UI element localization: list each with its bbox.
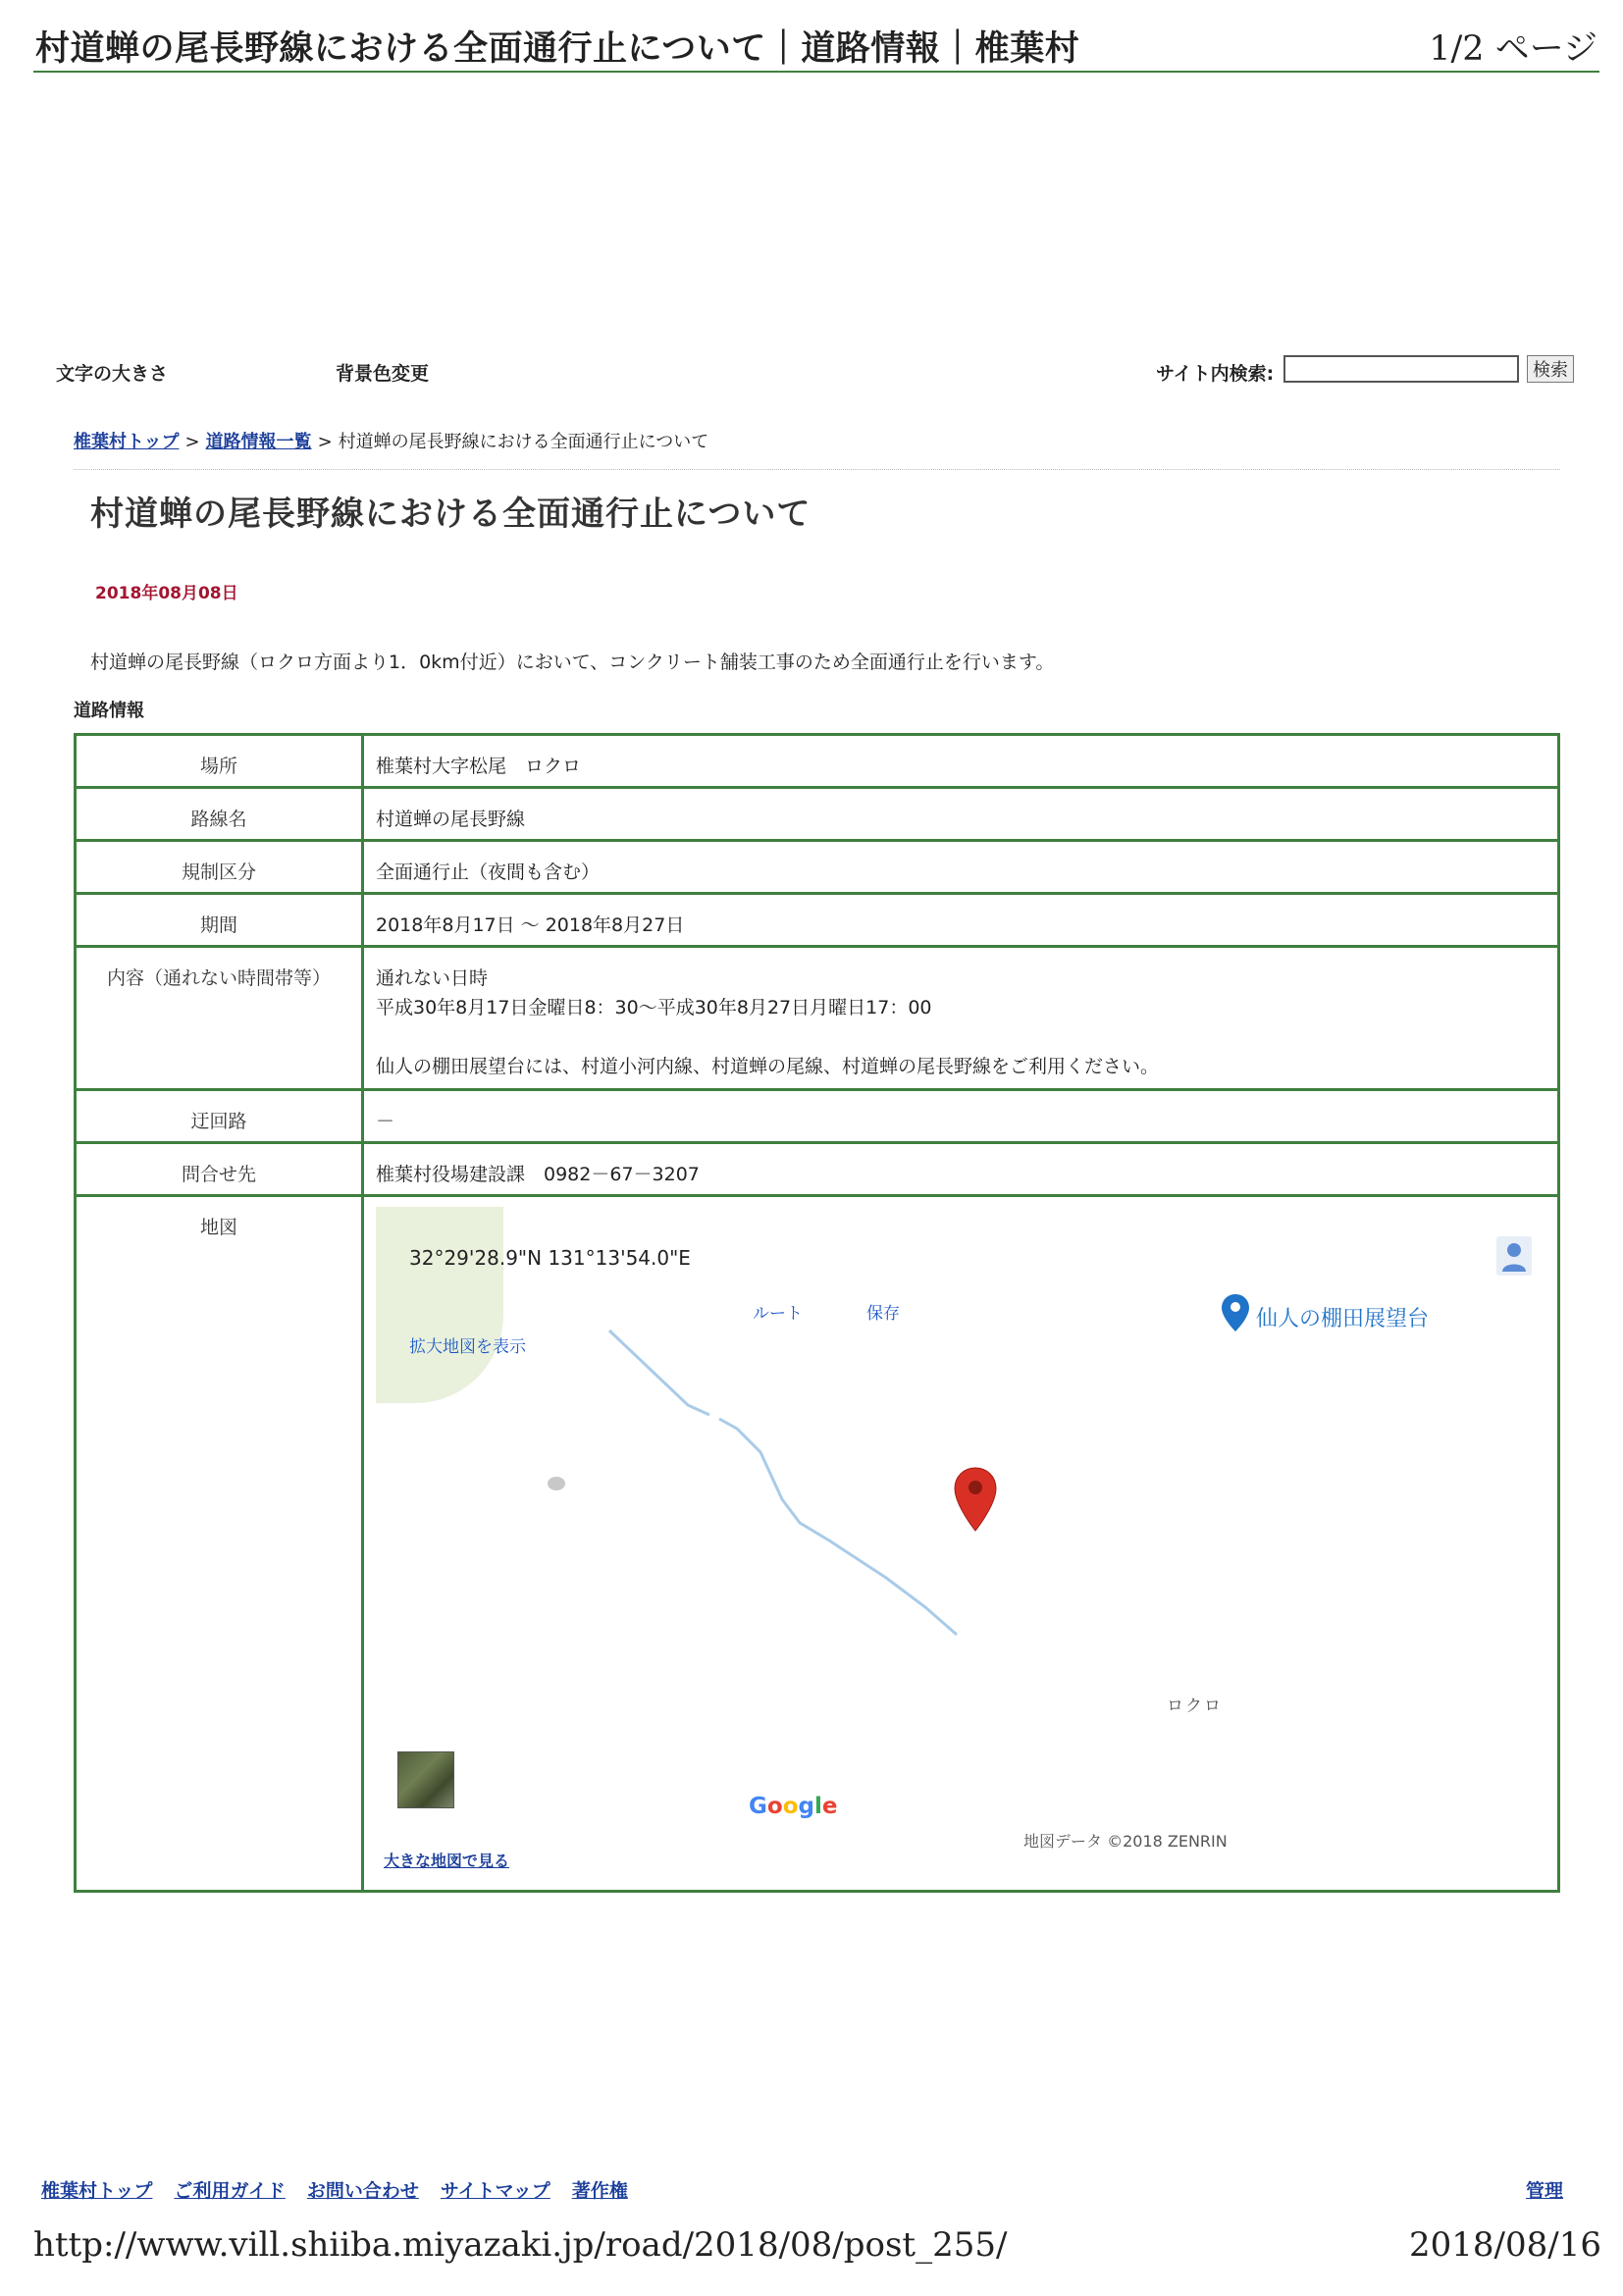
footer-link-copyright[interactable]: 著作権: [571, 2180, 628, 2202]
street-view-person-icon[interactable]: [1496, 1236, 1532, 1276]
map-road: [719, 1419, 957, 1635]
row-label: 問合せ先: [76, 1143, 363, 1196]
footer-admin-link[interactable]: 管理: [1526, 2180, 1564, 2202]
map-road: [609, 1331, 709, 1415]
lead-text: 村道蝉の尾長野線（ロクロ方面より1．0km付近）において、コンクリート舗装工事のため全面通行止を行います。: [90, 652, 1055, 673]
print-header: [33, 14, 1599, 73]
search-button[interactable]: 検索: [1527, 355, 1574, 383]
breadcrumb-road-info-list[interactable]: 道路情報一覧: [205, 432, 312, 452]
footer-link-sitemap[interactable]: サイトマップ: [440, 2180, 550, 2202]
table-row-contact: [76, 1143, 1559, 1196]
print-url: http://www.vill.shiiba.miyazaki.jp/road/2018/08/post_255/: [33, 2225, 1008, 2265]
row-value: [363, 947, 1559, 1090]
bg-color-control[interactable]: 背景色変更: [336, 363, 430, 385]
footer-nav: [41, 2176, 650, 2203]
table-row-restriction: [76, 841, 1559, 894]
toolbar: [0, 355, 1623, 385]
table-row-route: [76, 788, 1559, 841]
row-label: 内容（通れない時間帯等）: [76, 947, 363, 1090]
footer-link-guide[interactable]: ご利用ガイド: [174, 2180, 286, 2202]
location-pin-icon[interactable]: [953, 1466, 998, 1533]
content-datetime: 平成30年8月17日金曜日8：30～平成30年8月27日月曜日17：00: [376, 997, 932, 1018]
row-label: 路線名: [76, 788, 363, 841]
content-note: 仙人の棚田展望台には、村道小河内線、村道蝉の尾線、村道蝉の尾長野線をご利用ください。: [376, 1056, 1160, 1077]
content-spacer: [376, 1022, 1557, 1052]
breadcrumb-separator: >: [317, 432, 333, 452]
row-label: 規制区分: [76, 841, 363, 894]
google-logo-letter: l: [813, 1794, 822, 1819]
row-label: 場所: [76, 735, 363, 788]
table-row-location: [76, 735, 1559, 788]
map-cell: [363, 1196, 1559, 1892]
google-logo-letter: g: [798, 1794, 814, 1819]
table-row-content: [76, 947, 1559, 1090]
font-size-control[interactable]: 文字の大きさ: [56, 363, 169, 385]
breadcrumb-current: 村道蝉の尾長野線における全面通行止について: [338, 432, 709, 452]
row-value: 村道蝉の尾長野線: [363, 788, 1559, 841]
row-value: －: [363, 1090, 1559, 1143]
search-label: サイト内検索:: [1156, 363, 1275, 385]
row-value: 椎葉村大字松尾 ロクロ: [363, 735, 1559, 788]
row-value: 2018年8月17日 ～ 2018年8月27日: [363, 894, 1559, 947]
view-larger-map-link[interactable]: 大きな地図で見る: [384, 1852, 510, 1870]
poi-label[interactable]: 仙人の棚田展望台: [1256, 1307, 1430, 1331]
breadcrumb-home[interactable]: 椎葉村トップ: [74, 432, 180, 452]
content-heading: 通れない日時: [376, 967, 489, 989]
search-input[interactable]: [1283, 355, 1519, 383]
table-row-map: [76, 1196, 1559, 1892]
breadcrumb-separator: >: [184, 432, 200, 452]
print-date: 2018/08/16: [1409, 2225, 1601, 2265]
google-logo-letter: G: [749, 1794, 767, 1819]
page-title: 村道蝉の尾長野線における全面通行止について: [90, 495, 812, 534]
row-label: 迂回路: [76, 1090, 363, 1143]
route-link[interactable]: ルート: [753, 1304, 803, 1324]
google-logo-letter: o: [766, 1794, 783, 1819]
row-value: 椎葉村役場建設課 0982－67－3207: [363, 1143, 1559, 1196]
poi-marker-icon[interactable]: [1221, 1293, 1250, 1332]
print-title: 村道蝉の尾長野線における全面通行止について｜道路情報｜椎葉村: [35, 29, 1080, 69]
print-page-number: 1/2 ページ: [1429, 29, 1597, 69]
save-link[interactable]: 保存: [866, 1304, 900, 1324]
footer-link-home[interactable]: 椎葉村トップ: [41, 2180, 153, 2202]
row-label: 地図: [76, 1196, 363, 1892]
row-value: 全面通行止（夜間も含む）: [363, 841, 1559, 894]
google-logo-letter: o: [782, 1794, 799, 1819]
place-label: ロクロ: [1167, 1696, 1223, 1716]
table-row-period: [76, 894, 1559, 947]
footer-link-contact[interactable]: お問い合わせ: [306, 2180, 419, 2202]
breadcrumb: [74, 428, 708, 453]
satellite-toggle[interactable]: [397, 1751, 454, 1808]
breadcrumb-divider: [74, 469, 1560, 470]
google-logo: [749, 1794, 837, 1819]
row-label: 期間: [76, 894, 363, 947]
map-feature: [548, 1477, 565, 1490]
section-heading: 道路情報: [74, 701, 144, 721]
enlarge-map-link[interactable]: 拡大地図を表示: [409, 1337, 526, 1357]
post-date: 2018年08月08日: [95, 584, 238, 603]
map-coordinates: 32°29'28.9"N 131°13'54.0"E: [409, 1246, 691, 1270]
google-logo-letter: e: [821, 1794, 838, 1819]
map-attribution: 地図データ ©2018 ZENRIN: [1023, 1832, 1228, 1851]
embedded-map[interactable]: [376, 1207, 1547, 1880]
table-row-detour: [76, 1090, 1559, 1143]
road-info-table: [74, 733, 1560, 1893]
